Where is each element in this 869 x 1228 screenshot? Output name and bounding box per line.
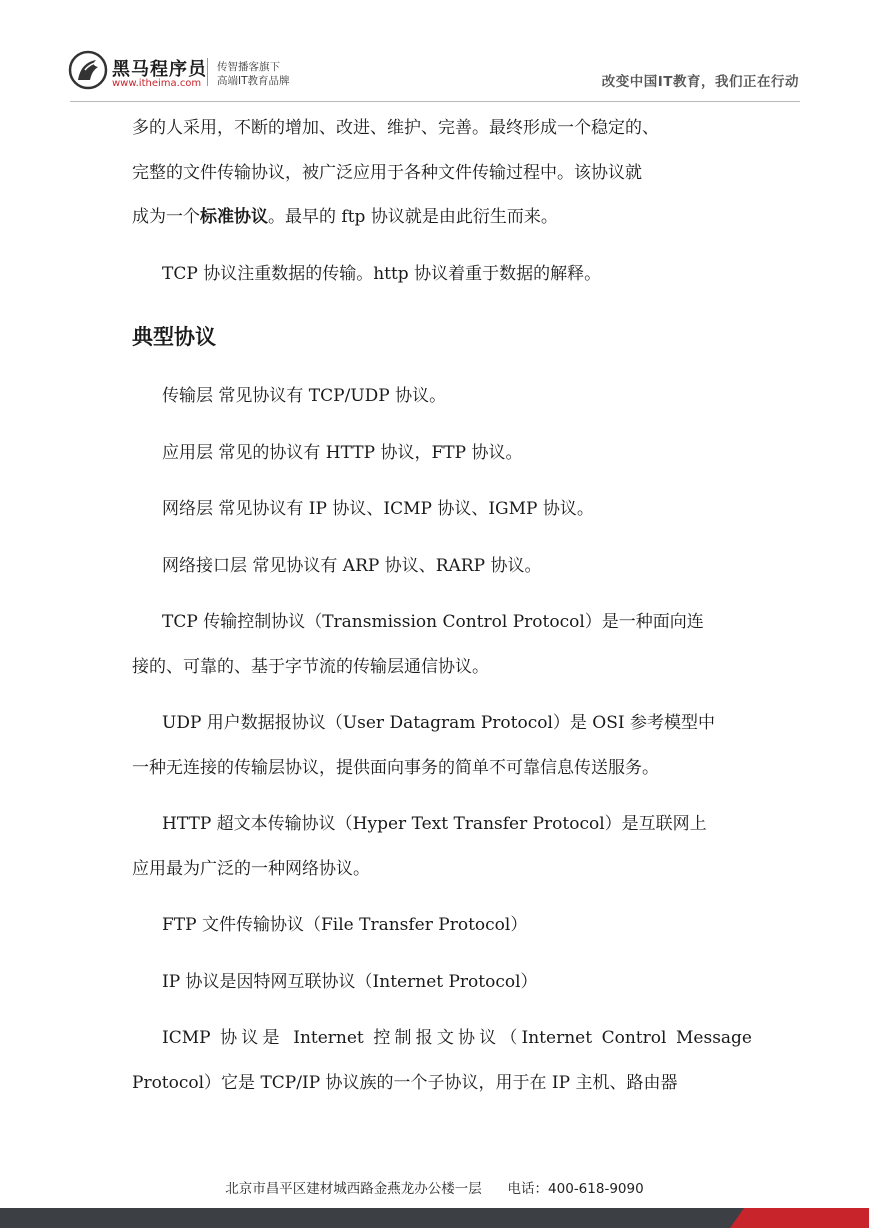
layer-application: 应用层 常见的协议有 HTTP 协议，FTP 协议。 [162,442,523,463]
brand-tagline-1: 传智播客旗下 [217,61,280,73]
para2: TCP 协议注重数据的传输。http 协议着重于数据的解释。 [162,263,602,284]
header-divider [70,101,800,102]
page-footer [0,1177,869,1197]
para1-line1: 多的人采用，不断的增加、改进、维护、完善。最终形成一个稳定的、 [132,118,659,138]
ftp-line: FTP 文件传输协议（File Transfer Protocol） [162,915,528,935]
brand-name: 黑马程序员 [112,59,207,80]
http-line1: HTTP 超文本传输协议（Hyper Text Transfer Protocol）是互联网上 [162,814,707,834]
logo-divider [207,58,208,86]
standard-protocol-term: 标准协议 [200,207,268,227]
udp-line1: UDP 用户数据报协议（User Datagram Protocol）是 OSI 参考模型中 [162,713,716,733]
brand-tagline-2: 高端IT教育品牌 [217,75,290,87]
para1-line2: 完整的文件传输协议，被广泛应用于各种文件传输过程中。该协议就 [132,162,642,183]
tcp-line2: 接的、可靠的、基于字节流的传输层通信协议。 [132,656,489,677]
layer-link: 网络接口层 常见协议有 ARP 协议、RARP 协议。 [162,555,542,576]
footer-phone: 电话：400-618-9090 [507,1181,644,1197]
icmp-line1: ICMP 协议是 Internet 控制报文协议（Internet Control Message [162,1028,752,1048]
para1-line3-pre: 成为一个 [132,207,200,227]
tcp-line1: TCP 传输控制协议（Transmission Control Protocol）是一种面向连 [162,612,704,632]
layer-transport: 传输层 常见协议有 TCP/UDP 协议。 [162,386,447,406]
ip-line: IP 协议是因特网互联协议（Internet Protocol） [162,971,538,992]
para1-line3-post: 。最早的 ftp 协议就是由此衍生而来。 [268,207,558,227]
layer-network: 网络层 常见协议有 IP 协议、ICMP 协议、IGMP 协议。 [162,499,594,519]
para1-line3 [132,195,752,240]
udp-line2: 一种无连接的传输层协议，提供面向事务的简单不可靠信息传送服务。 [132,757,659,778]
section-heading: 典型协议 [132,324,216,349]
footer-address: 北京市昌平区建材城西路金燕龙办公楼一层 [225,1181,482,1197]
footer-accent-stripe [730,1208,869,1228]
icmp-line2: Protocol）它是 TCP/IP 协议族的一个子协议，用于在 IP 主机、路由器 [132,1072,678,1093]
page-header [0,0,869,102]
brand-url: www.itheima.com [112,78,202,89]
header-slogan: 改变中国IT教育，我们正在行动 [601,74,799,90]
document-body [132,106,752,1105]
http-line2: 应用最为广泛的一种网络协议。 [132,858,370,879]
horse-logo-icon [68,50,108,90]
